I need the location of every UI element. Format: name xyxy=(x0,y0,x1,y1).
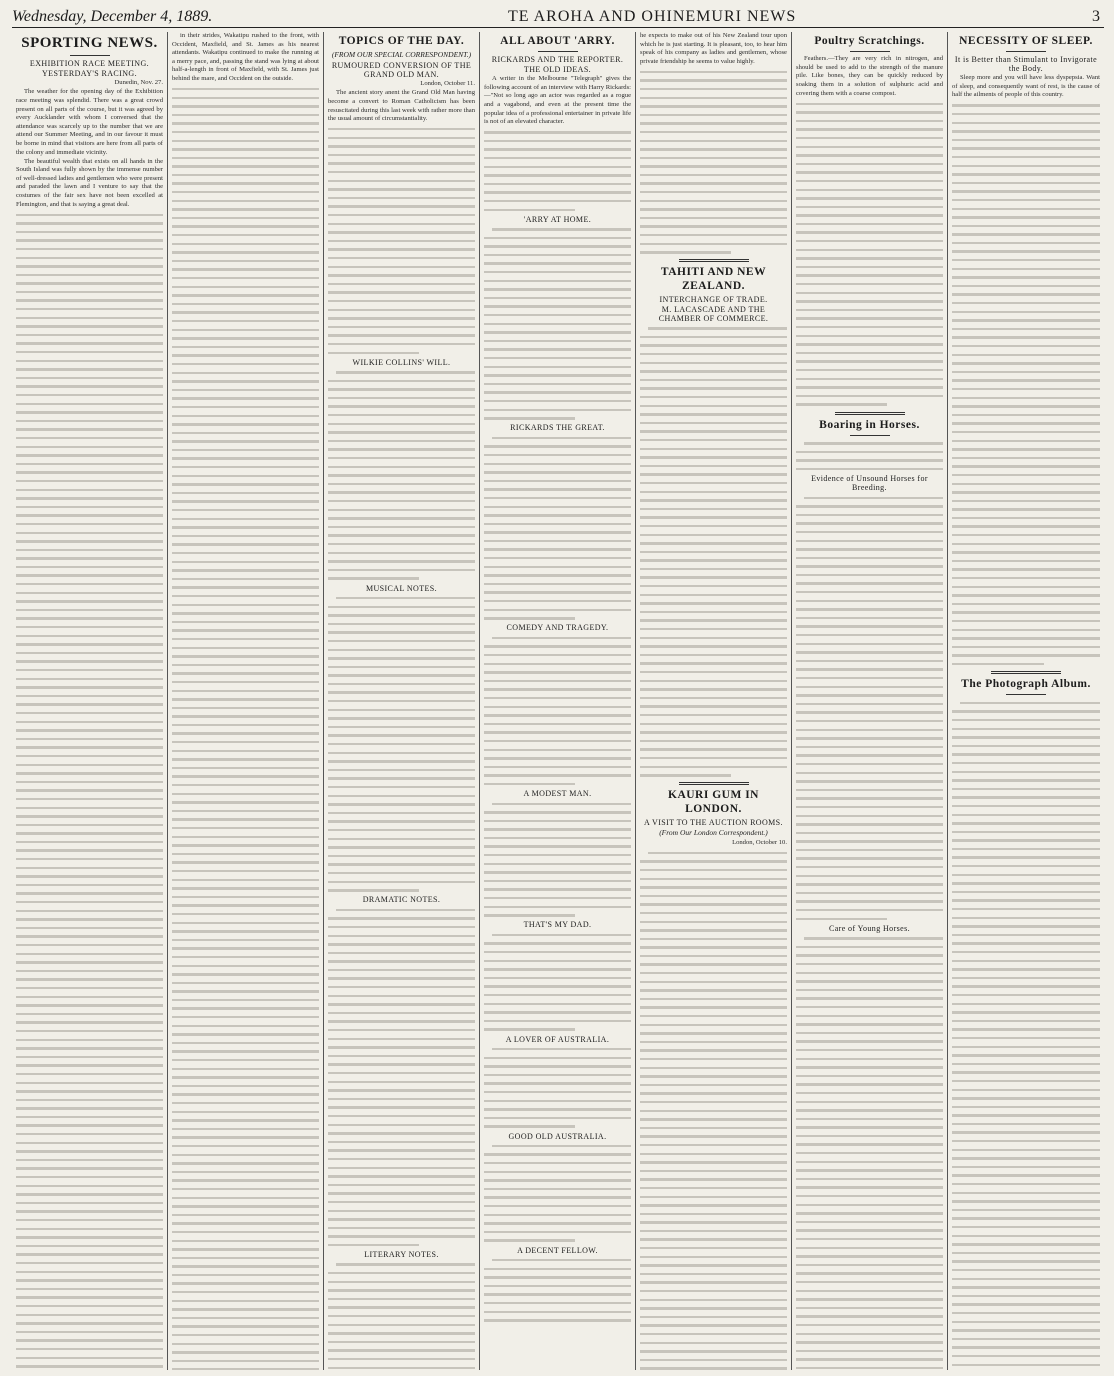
text-lines xyxy=(484,225,631,423)
auction-rooms-subheading: A VISIT TO THE AUCTION ROOMS. xyxy=(644,817,783,827)
divider xyxy=(991,671,1061,674)
text-lines xyxy=(952,698,1100,1370)
text-lines xyxy=(16,210,163,1370)
article-body xyxy=(328,80,475,357)
column-1 xyxy=(12,32,168,1370)
lead-paragraph: Sleep more and you will have less dyspepsia. Want of sleep, and consequently want of rest, is the cause of half the ailments of people of this country. xyxy=(952,74,1100,99)
newspaper-page xyxy=(12,6,1104,1370)
page-number: 3 xyxy=(1091,7,1100,25)
rickards-reporter-subheading: RICKARDS AND THE REPORTER. xyxy=(491,55,624,65)
article-body xyxy=(484,75,631,214)
topics-of-the-day-heading: TOPICS OF THE DAY. xyxy=(338,35,465,47)
musical-notes-subheading: MUSICAL NOTES. xyxy=(365,583,438,593)
wilkie-collins-subheading: WILKIE COLLINS' WILL. xyxy=(352,357,451,367)
dateline: London, October 10. xyxy=(732,838,787,846)
interchange-of-trade-subheading: INTERCHANGE OF TRADE. xyxy=(659,294,768,304)
divider xyxy=(538,51,578,52)
text-lines xyxy=(484,799,631,919)
lead-paragraph: Feathers.—They are very rich in nitrogen, and should be used to add to the strength of the manure pile. Like bones, they can be quickly reduced by soaking them in a solution of sulphuric acid and covering them with a coarse compost. xyxy=(796,55,943,97)
paragraph: he expects to make out of his New Zealand tour upon which he is just starting. It is pleasant, too, to hear him speak of his company as ladies and gentlemen, whose private friendship he seems to value highly. xyxy=(640,32,787,65)
article-body xyxy=(796,55,943,408)
columns xyxy=(12,32,1104,1370)
text-lines xyxy=(172,85,319,1370)
modest-man-subheading: A MODEST MAN. xyxy=(523,789,592,799)
text-lines xyxy=(796,439,943,473)
article-body xyxy=(640,32,787,256)
text-lines xyxy=(484,930,631,1033)
lead-paragraph: The ancient story anent the Grand Old Man having become a convert to Roman Catholicism has been resuscitated during this last week with rather more than the usual amount of circumstantiality. xyxy=(328,89,475,123)
text-lines xyxy=(484,1045,631,1131)
text-lines xyxy=(328,368,475,583)
decent-fellow-subheading: A DECENT FELLOW. xyxy=(517,1245,598,1255)
divider xyxy=(850,51,890,52)
boaring-in-horses-heading: Boaring in Horses. xyxy=(819,418,920,431)
kauri-gum-heading: KAURI GUM IN LONDON. xyxy=(668,789,759,815)
care-of-young-horses-subheading: Care of Young Horses. xyxy=(828,923,911,933)
text-lines xyxy=(484,1142,631,1245)
dateline: London, October 11. xyxy=(420,80,475,88)
necessity-of-sleep-heading: NECESSITY OF SLEEP. xyxy=(959,35,1093,47)
dateline: Dunedin, Nov. 27. xyxy=(114,79,163,87)
all-about-arry-heading: ALL ABOUT 'ARRY. xyxy=(500,35,615,47)
sporting-news-heading: SPORTING NEWS. xyxy=(21,35,158,51)
text-lines xyxy=(484,1256,631,1325)
text-lines xyxy=(640,67,787,256)
text-lines xyxy=(640,848,787,1370)
divider xyxy=(1006,694,1046,695)
good-old-australia-subheading: GOOD OLD AUSTRALIA. xyxy=(508,1131,607,1141)
divider xyxy=(835,412,905,415)
stimulant-subheading: It is Better than Stimulant to Invigorate the Body. xyxy=(954,55,1098,74)
grand-old-man-subheading: RUMOURED CONVERSION OF THE GRAND OLD MAN. xyxy=(331,61,472,80)
divider xyxy=(70,55,110,56)
arry-at-home-subheading: 'ARRY AT HOME. xyxy=(523,214,592,224)
thats-my-dad-subheading: THAT'S MY DAD. xyxy=(523,920,592,930)
tahiti-new-zealand-heading: TAHITI AND NEW ZEALAND. xyxy=(660,266,767,292)
divider xyxy=(679,782,749,785)
divider xyxy=(679,259,749,262)
lead-paragraph: The weather for the opening day of the Exhibition race meeting was splendid. There was a great crowd present on all parts of the course, but it was agreed by every Aucklander with whom I conversed that the attendance was scarcely up to the number that we are attend our Summer Meeting, and in our favour it must be borne in mind that visitors are here from all parts of the colony and immediate vicinity. xyxy=(16,88,163,156)
text-lines xyxy=(328,1260,475,1370)
article-body xyxy=(16,79,163,1370)
rickards-the-great-subheading: RICKARDS THE GREAT. xyxy=(510,423,605,433)
lacascade-chamber-subheading: M. LACASCADE AND THE CHAMBER OF COMMERCE. xyxy=(658,304,769,323)
divider xyxy=(1006,51,1046,52)
text-lines xyxy=(952,101,1100,668)
text-lines xyxy=(796,934,943,1370)
unsound-horses-subheading: Evidence of Unsound Horses for Breeding. xyxy=(811,474,928,493)
poultry-scratchings-heading: Poultry Scratchings. xyxy=(814,35,925,47)
text-lines xyxy=(796,493,943,923)
text-lines xyxy=(796,99,943,408)
column-6 xyxy=(792,32,948,1370)
old-ideas-subheading: THE OLD IDEAS. xyxy=(523,65,592,75)
byline: (FROM OUR SPECIAL CORRESPONDENT.) xyxy=(331,50,472,60)
paragraph: in their strides, Wakatipu rushed to the front, with Occident, Maxfield, and St. James as his nearest attendants. Wakatipu continued to make the running at a merry pace, and, passing the stand was lying at about half-a-length in front of Maxfield, with St. James just behind the mare, and Occident on the outside. xyxy=(172,32,319,82)
column-5 xyxy=(636,32,792,1370)
article-body xyxy=(172,32,319,1370)
text-lines xyxy=(484,633,631,788)
exhibition-race-subheading: EXHIBITION RACE MEETING. xyxy=(29,59,150,69)
literary-notes-subheading: LITERARY NOTES. xyxy=(364,1250,439,1260)
lead-paragraph: A writer in the Melbourne "Telegraph" gives the following account of an interview with Harry Rickards:—"Not so long ago an actor was regarded as a rogue and a vagabond, and even at the present time the popular idea of a professional entertainer in private life is not of an elevated character. xyxy=(484,75,631,126)
column-7 xyxy=(948,32,1104,1370)
text-lines xyxy=(484,433,631,622)
lover-of-australia-subheading: A LOVER OF AUSTRALIA. xyxy=(505,1034,610,1044)
text-lines xyxy=(328,905,475,1249)
column-4 xyxy=(480,32,636,1370)
newspaper-title: TE AROHA AND OHINEMURI NEWS xyxy=(507,7,797,25)
comedy-tragedy-subheading: COMEDY AND TRAGEDY. xyxy=(506,623,609,633)
paragraph: The beautiful wealth that exists on all hands in the South Island was fully shown by the immense number of well-dressed ladies and gentlemen who were present and paraded the lawn and I venture to say that the costumes of the fair sex have not been excelled at Flemington, and that is saying a great deal. xyxy=(16,157,163,208)
dramatic-notes-subheading: DRAMATIC NOTES. xyxy=(362,895,441,905)
yesterdays-racing-subheading: YESTERDAY'S RACING. xyxy=(42,69,137,79)
article-body xyxy=(952,74,1100,668)
masthead xyxy=(12,6,1104,28)
text-lines xyxy=(328,594,475,895)
byline: (From Our London Correspondent.) xyxy=(659,827,768,837)
divider xyxy=(850,435,890,436)
photograph-album-heading: The Photograph Album. xyxy=(961,678,1091,691)
text-lines xyxy=(328,125,475,357)
issue-date: Wednesday, December 4, 1889. xyxy=(12,7,213,25)
article-body xyxy=(640,839,787,1370)
column-3 xyxy=(324,32,480,1370)
text-lines xyxy=(484,128,631,214)
text-lines xyxy=(640,324,787,779)
column-2 xyxy=(168,32,324,1370)
